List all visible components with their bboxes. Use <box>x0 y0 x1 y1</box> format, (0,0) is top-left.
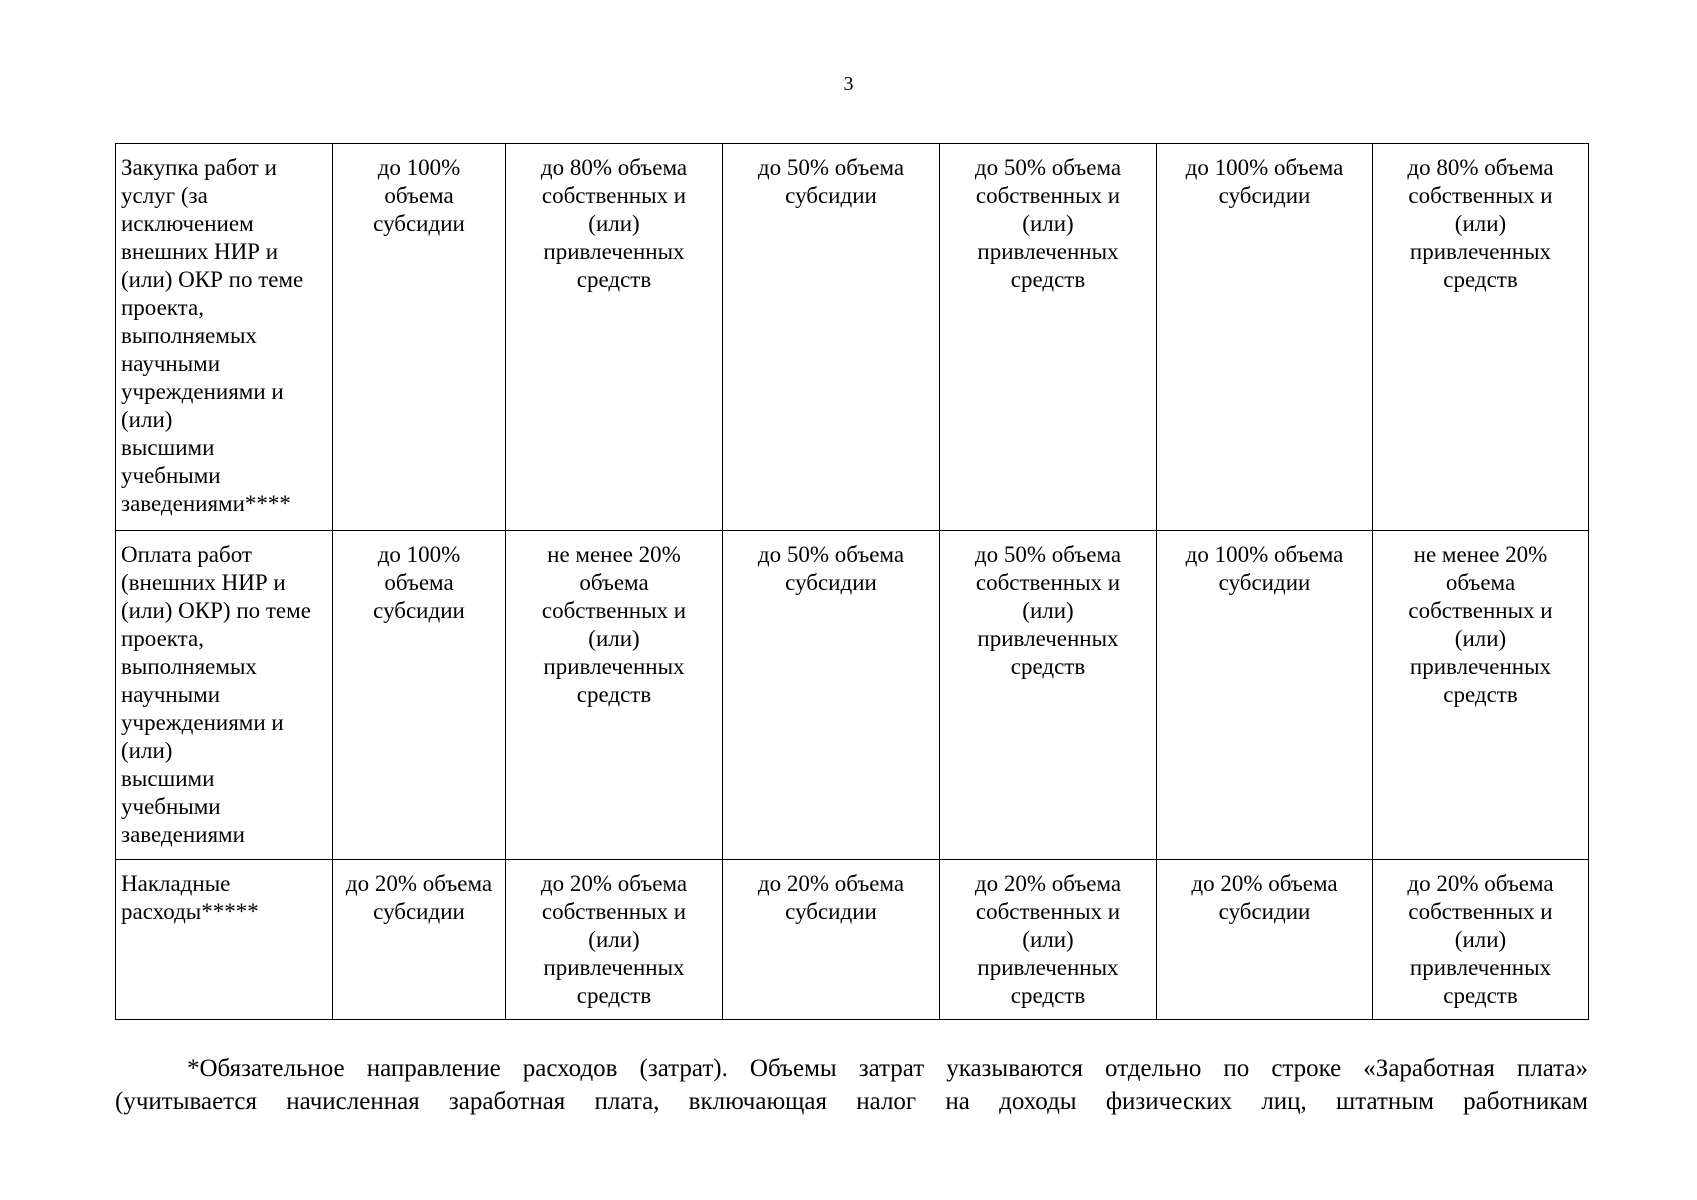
table-row <box>116 144 1589 531</box>
cell-text: до 50% объема субсидии <box>757 542 905 595</box>
table-cell <box>1157 144 1373 531</box>
row-label: Накладные расходы***** <box>121 871 259 924</box>
table-cell <box>506 144 723 531</box>
cell-text: до 20% объема субсидии <box>757 871 905 924</box>
table-cell <box>506 860 723 1020</box>
cell-text: до 100% объема субсидии <box>373 542 465 623</box>
footnote-line: (учитывается начисленная заработная плата, включающая налог на доходы физических лиц, штатным работникам <box>115 1088 1588 1115</box>
footnote <box>115 1052 1588 1118</box>
cell-text: до 100% объема субсидии <box>1185 542 1344 595</box>
cell-text: не менее 20% объема собственных и (или) привлеченных средств <box>541 542 687 707</box>
row-label-cell <box>116 531 333 860</box>
table-cell <box>940 531 1157 860</box>
table-cell <box>1157 860 1373 1020</box>
cell-text: до 20% объема собственных и (или) привлеченных средств <box>540 871 688 1008</box>
cell-text: до 100% объема субсидии <box>373 155 465 236</box>
table-cell <box>723 144 940 531</box>
table-cell <box>1373 860 1589 1020</box>
cell-text: не менее 20% объема собственных и (или) привлеченных средств <box>1408 542 1553 707</box>
table-cell <box>333 531 506 860</box>
table-cell <box>940 144 1157 531</box>
cell-text: до 100% объема субсидии <box>1185 155 1344 208</box>
row-label: Оплата работ (внешних НИР и (или) ОКР) по теме проекта, выполняемых научными учреждениями и (или) высшими учебными заведениями <box>121 542 311 847</box>
table-cell <box>333 144 506 531</box>
row-label: Закупка работ и услуг (за исключением внешних НИР и (или) ОКР по теме проекта, выполняемых научными учреждениями и (или) высшими учебными заведениями**** <box>121 155 304 516</box>
table-cell <box>506 531 723 860</box>
cell-text: до 20% объема субсидии <box>1191 871 1338 924</box>
table-row <box>116 860 1589 1020</box>
cell-text: до 80% объема собственных и (или) привлеченных средств <box>1407 155 1554 292</box>
table-row <box>116 531 1589 860</box>
row-label-cell <box>116 144 333 531</box>
cell-text: до 20% объема собственных и (или) привлеченных средств <box>974 871 1122 1008</box>
table-cell <box>940 860 1157 1020</box>
page-number: 3 <box>843 73 854 95</box>
cell-text: до 20% объема собственных и (или) привлеченных средств <box>1407 871 1554 1008</box>
cell-text: до 80% объема собственных и (или) привлеченных средств <box>540 155 688 292</box>
cell-text: до 50% объема субсидии <box>757 155 905 208</box>
cell-text: до 50% объема собственных и (или) привлеченных средств <box>974 542 1122 679</box>
table-cell <box>1373 531 1589 860</box>
row-label-cell <box>116 860 333 1020</box>
cell-text: до 50% объема собственных и (или) привлеченных средств <box>974 155 1122 292</box>
table-cell <box>723 531 940 860</box>
cell-text: до 20% объема субсидии <box>345 871 493 924</box>
table-cell <box>333 860 506 1020</box>
table-cell <box>723 860 940 1020</box>
table-cell <box>1157 531 1373 860</box>
footnote-line: *Обязательное направление расходов (затрат). Объемы затрат указываются отдельно по строке «Заработная плата» <box>187 1055 1588 1082</box>
expense-table <box>115 143 1589 1020</box>
table-cell <box>1373 144 1589 531</box>
